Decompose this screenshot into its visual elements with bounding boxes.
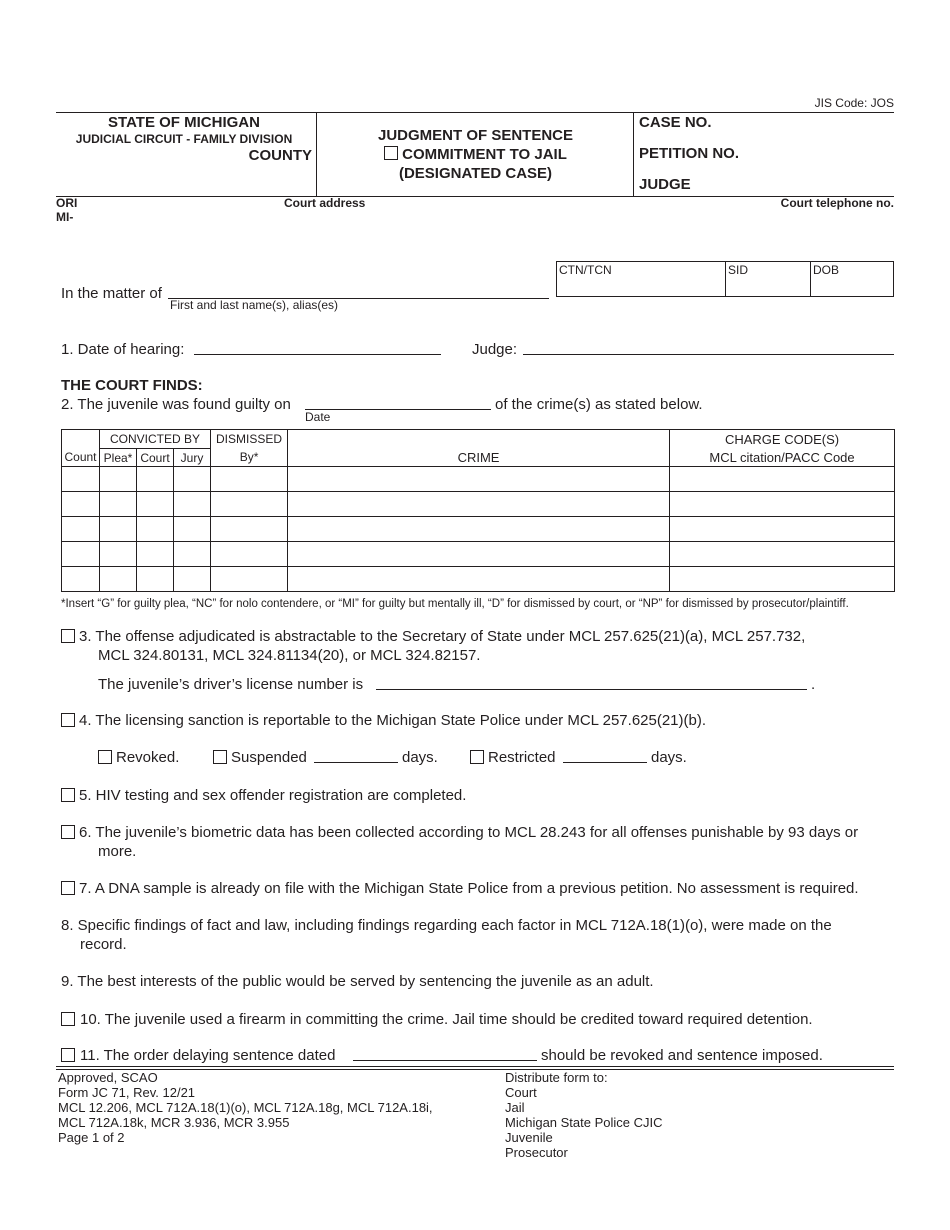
charge-codes-header: CHARGE CODE(S) (670, 430, 895, 449)
court-finds-heading: THE COURT FINDS: (61, 377, 203, 394)
plea-header: Plea* (100, 449, 137, 467)
charge-code-cell[interactable] (670, 567, 895, 592)
header-bottom-rule (56, 196, 894, 197)
count-cell[interactable] (62, 567, 100, 592)
jury-cell[interactable] (174, 517, 211, 542)
distribute-juvenile: Juvenile (505, 1130, 553, 1145)
court-telephone-label: Court telephone no. (780, 196, 894, 210)
distribute-msp: Michigan State Police CJIC (505, 1115, 663, 1130)
petition-no-label: PETITION NO. (639, 145, 740, 162)
hearing-date-label: 1. Date of hearing: (61, 341, 185, 358)
court-header: Court (137, 449, 174, 467)
item-8-line2: record. (80, 936, 127, 953)
footer-mcl-1: MCL 12.206, MCL 712A.18(1)(o), MCL 712A.18g, MCL 712A.18i, (58, 1100, 433, 1115)
court-address-label: Court address (284, 196, 366, 210)
jury-cell[interactable] (174, 492, 211, 517)
dismissed-cell[interactable] (211, 467, 288, 492)
plea-cell[interactable] (100, 492, 137, 517)
dismissed-cell[interactable] (211, 517, 288, 542)
item-8-line1: 8. Specific findings of fact and law, including findings regarding each factor in MCL 712A.18(1)(o), were made on the (61, 917, 832, 934)
distribute-heading: Distribute form to: (505, 1070, 608, 1085)
form-title-line2: COMMITMENT TO JAIL (318, 145, 633, 164)
footer-approved: Approved, SCAO (58, 1070, 158, 1085)
ctn-tcn-label[interactable]: CTN/TCN (559, 263, 612, 277)
crime-header-top (288, 430, 670, 449)
suspended-days-label: days. (402, 749, 438, 766)
court-cell[interactable] (137, 467, 174, 492)
jury-cell[interactable] (174, 467, 211, 492)
item-3-line1: 3. The offense adjudicated is abstractable to the Secretary of State under MCL 257.625(21)(a), MCL 257.732, (79, 628, 806, 645)
form-title (318, 126, 633, 183)
plea-cell[interactable] (100, 517, 137, 542)
count-header: Count (62, 449, 100, 467)
footer-rule-1 (56, 1066, 894, 1067)
judge-label: JUDGE (639, 176, 691, 193)
item-11-text: 11. The order delaying sentence dated (80, 1047, 336, 1064)
crime-table (61, 429, 895, 592)
form-title-line3: (DESIGNATED CASE) (398, 165, 553, 182)
item-3-checkbox[interactable] (61, 629, 75, 643)
count-header-top (62, 430, 100, 449)
item-11-checkbox[interactable] (61, 1048, 75, 1062)
charge-code-cell[interactable] (670, 517, 895, 542)
court-cell[interactable] (137, 567, 174, 592)
license-period: . (811, 676, 816, 693)
suspended-label: Suspended (231, 749, 307, 766)
item-2-text: 2. The juvenile was found guilty on (61, 396, 291, 413)
crime-cell[interactable] (288, 492, 670, 517)
dismissed-cell[interactable] (211, 567, 288, 592)
guilty-date-field[interactable] (305, 409, 491, 410)
plea-cell[interactable] (100, 467, 137, 492)
court-cell[interactable] (137, 492, 174, 517)
item-5-checkbox[interactable] (61, 788, 75, 802)
table-row (62, 467, 895, 492)
distribute-court: Court (505, 1085, 537, 1100)
table-row (62, 567, 895, 592)
matter-label: In the matter of (61, 285, 162, 302)
hearing-date-field[interactable] (194, 354, 441, 355)
footer-mcl-2: MCL 712A.18k, MCR 3.936, MCR 3.955 (58, 1115, 290, 1130)
footer-form-number: Form JC 71, Rev. 12/21 (58, 1085, 196, 1100)
crime-cell[interactable] (288, 567, 670, 592)
item-11-text-end: should be revoked and sentence imposed. (541, 1047, 823, 1064)
restricted-label: Restricted (488, 749, 556, 766)
court-name-block (56, 114, 312, 146)
hearing-judge-label: Judge: (472, 341, 518, 358)
name-caption: First and last name(s), alias(es) (170, 298, 339, 312)
count-cell[interactable] (62, 542, 100, 567)
id-box (556, 261, 894, 297)
item-6-checkbox[interactable] (61, 825, 75, 839)
convicted-by-header: CONVICTED BY (100, 430, 211, 449)
date-caption: Date (305, 410, 331, 424)
id-box-divider-2 (810, 262, 811, 296)
charge-code-cell[interactable] (670, 467, 895, 492)
id-box-divider-1 (725, 262, 726, 296)
crime-header: CRIME (288, 449, 670, 467)
crime-cell[interactable] (288, 542, 670, 567)
revoked-checkbox[interactable] (98, 750, 112, 764)
header-divider-left (316, 112, 317, 196)
header-top-rule (56, 112, 894, 113)
table-row (62, 542, 895, 567)
count-cell[interactable] (62, 467, 100, 492)
suspended-checkbox[interactable] (213, 750, 227, 764)
table-row (62, 517, 895, 542)
footer-left (58, 1070, 433, 1145)
restricted-days-field[interactable] (563, 762, 647, 763)
commitment-checkbox[interactable] (384, 146, 398, 160)
plea-cell[interactable] (100, 542, 137, 567)
table-footnote: *Insert “G” for guilty plea, “NC” for nolo contendere, or “MI” for guilty but mentally ill, “D” for dismissed by court, or “NP” for dismissed by prosecutor/plaintiff. (61, 598, 849, 610)
item-10-checkbox[interactable] (61, 1012, 75, 1026)
item-10-text: 10. The juvenile used a firearm in committing the crime. Jail time should be credited toward required detention. (80, 1011, 813, 1028)
crime-cell[interactable] (288, 467, 670, 492)
item-4-text: 4. The licensing sanction is reportable to the Michigan State Police under MCL 257.625(21)(b). (79, 712, 707, 729)
restricted-checkbox[interactable] (470, 750, 484, 764)
suspended-days-field[interactable] (314, 762, 398, 763)
table-row (62, 492, 895, 517)
count-cell[interactable] (62, 517, 100, 542)
mcl-citation-header: MCL citation/PACC Code (670, 449, 895, 467)
state-name: STATE OF MICHIGAN (108, 114, 260, 131)
mi-label: MI- (56, 210, 74, 224)
plea-cell[interactable] (100, 567, 137, 592)
case-no-label: CASE NO. (639, 114, 712, 131)
dismissed-header: DISMISSED (211, 430, 288, 449)
item-7-text: 7. A DNA sample is already on file with the Michigan State Police from a previous petition. No assessment is required. (79, 880, 859, 897)
court-cell[interactable] (137, 542, 174, 567)
item-2-text-end: of the crime(s) as stated below. (495, 396, 703, 413)
charge-code-cell[interactable] (670, 492, 895, 517)
sid-label[interactable]: SID (728, 263, 749, 277)
item-9-text: 9. The best interests of the public would be served by sentencing the juvenile as an adult. (61, 973, 654, 990)
distribute-jail: Jail (505, 1100, 525, 1115)
jury-cell[interactable] (174, 542, 211, 567)
court-cell[interactable] (137, 517, 174, 542)
footer-distribution (505, 1070, 663, 1160)
jury-cell[interactable] (174, 567, 211, 592)
ori-label: ORI (56, 196, 78, 210)
item-5-text: 5. HIV testing and sex offender registration are completed. (79, 787, 467, 804)
revoked-label: Revoked. (116, 749, 180, 766)
count-cell[interactable] (62, 492, 100, 517)
header-divider-right (633, 112, 634, 196)
hearing-judge-field[interactable] (523, 354, 894, 355)
county-label: COUNTY (248, 147, 312, 164)
form-title-line1: JUDGMENT OF SENTENCE (377, 127, 573, 144)
restricted-days-label: days. (651, 749, 687, 766)
dismissed-cell[interactable] (211, 492, 288, 517)
charge-code-cell[interactable] (670, 542, 895, 567)
dismissed-by-header: By* (211, 449, 288, 467)
item-7-checkbox[interactable] (61, 881, 75, 895)
footer-page: Page 1 of 2 (58, 1130, 125, 1145)
license-number-field[interactable] (376, 689, 807, 690)
delay-order-date-field[interactable] (353, 1060, 537, 1061)
item-6-line1: 6. The juvenile’s biometric data has been collected according to MCL 28.243 for all offenses punishable by 93 days or (79, 824, 859, 841)
jury-header: Jury (174, 449, 211, 467)
dismissed-cell[interactable] (211, 542, 288, 567)
license-number-label: The juvenile’s driver’s license number is (98, 676, 364, 693)
item-6-line2: more. (98, 843, 137, 860)
jis-code: JIS Code: JOS (814, 96, 894, 110)
circuit-name: JUDICIAL CIRCUIT - FAMILY DIVISION (75, 132, 293, 146)
crime-cell[interactable] (288, 517, 670, 542)
item-3-line2: MCL 324.80131, MCL 324.81134(20), or MCL 324.82157. (98, 647, 481, 664)
dob-label[interactable]: DOB (813, 263, 840, 277)
item-4-checkbox[interactable] (61, 713, 75, 727)
distribute-prosecutor: Prosecutor (505, 1145, 568, 1160)
